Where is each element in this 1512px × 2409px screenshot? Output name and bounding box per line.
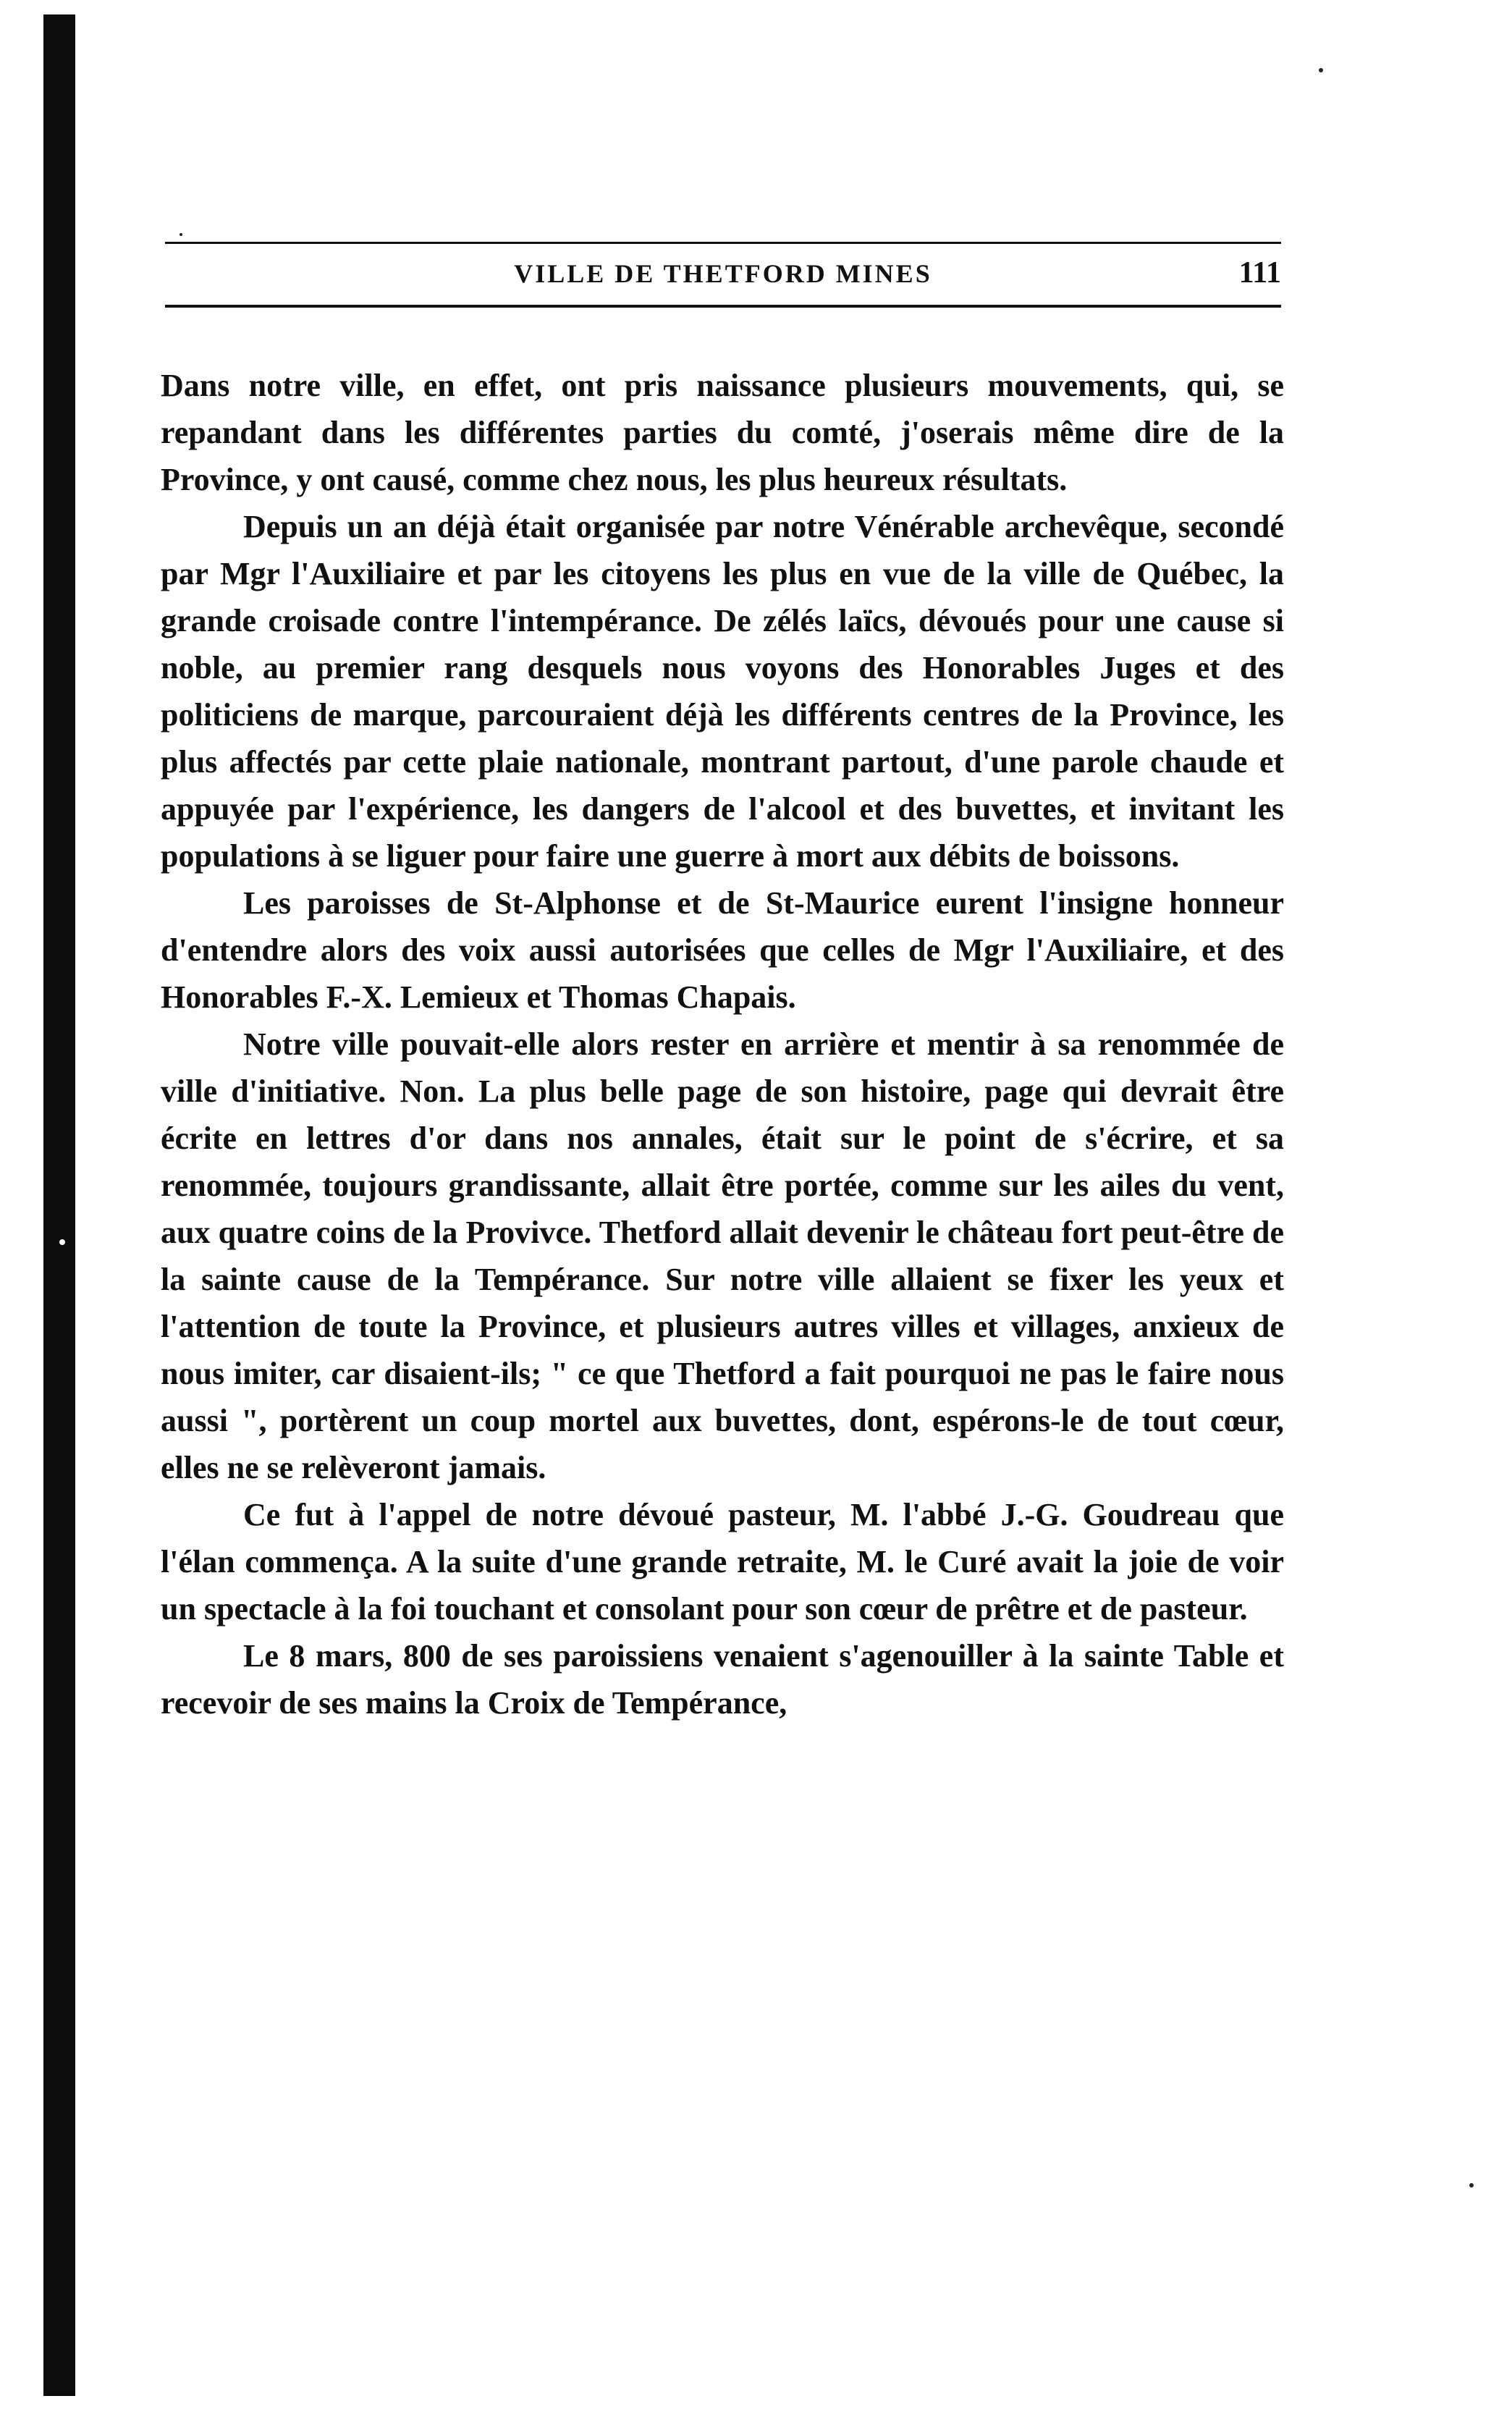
paragraph: Dans notre ville, en effet, ont pris naissance plusieurs mouvements, qui, se repandant dans les différentes parties du comté, j'oserais même dire de la Province, y ont causé, comme chez nous, les plus heureux résultats.: [161, 368, 1284, 497]
running-header: [165, 242, 1281, 308]
scan-speck: [1319, 68, 1323, 72]
paragraph: Notre ville pouvait-elle alors rester en arrière et mentir à sa renommée de ville d'initiative. Non. La plus belle page de son histoire, page qui devrait être écrite en lettres d'or dans nos annales, était sur le point de s'écrire, et sa renommée, toujours grandissante, allait être portée, comme sur les ailes du vent, aux quatre coins de la Provivce. Thetford allait devenir le château fort peut-être de la sainte cause de la Tempérance. Sur notre ville allaient se fixer les yeux et l'attention de toute la Province, et plusieurs autres villes et villages, anxieux de nous imiter, car disaient-ils; " ce que Thetford a fait pourquoi ne pas le faire nous aussi ", portèrent un coup mortel aux buvettes, dont, espérons-le de tout cœur, elles ne se relèveront jamais.: [161, 1026, 1284, 1485]
scan-speck: [180, 233, 182, 236]
paragraph: Ce fut à l'appel de notre dévoué pasteur, M. l'abbé J.-G. Goudreau que l'élan commença. A la suite d'une grande retraite, M. le Curé avait la joie de voir un spectacle à la foi touchant et consolant pour son cœur de prêtre et de pasteur.: [161, 1497, 1284, 1627]
body-text: [161, 362, 1284, 1726]
running-title: VILLE DE THETFORD MINES: [514, 259, 932, 288]
paragraph: Les paroisses de St-Alphonse et de St-Maurice eurent l'insigne honneur d'entendre alors des voix aussi autorisées que celles de Mgr l'Auxiliaire, et des Honorables F.-X. Lemieux et Thomas Chapais.: [161, 885, 1284, 1015]
page-number: 111: [1238, 256, 1281, 290]
scan-speck: [59, 1239, 65, 1245]
book-spine-shadow: [43, 14, 75, 2396]
header-rule-bottom: [165, 305, 1281, 308]
scan-speck: [1469, 2183, 1474, 2187]
header-row: [165, 244, 1281, 305]
paragraph: Depuis un an déjà était organisée par notre Vénérable archevêque, secondé par Mgr l'Auxiliaire et par les citoyens les plus en vue de la ville de Québec, la grande croisade contre l'intempérance. De zélés laïcs, dévoués pour une cause si noble, au premier rang desquels nous voyons des Honorables Juges et des politiciens de marque, parcouraient déjà les différents centres de la Province, les plus affectés par cette plaie nationale, montrant partout, d'une parole chaude et appuyée par l'expérience, les dangers de l'alcool et des buvettes, et invitant les populations à se liguer pour faire une guerre à mort aux débits de boissons.: [161, 509, 1284, 874]
paragraph: Le 8 mars, 800 de ses paroissiens venaient s'agenouiller à la sainte Table et recevoir de ses mains la Croix de Tempérance,: [161, 1638, 1284, 1721]
